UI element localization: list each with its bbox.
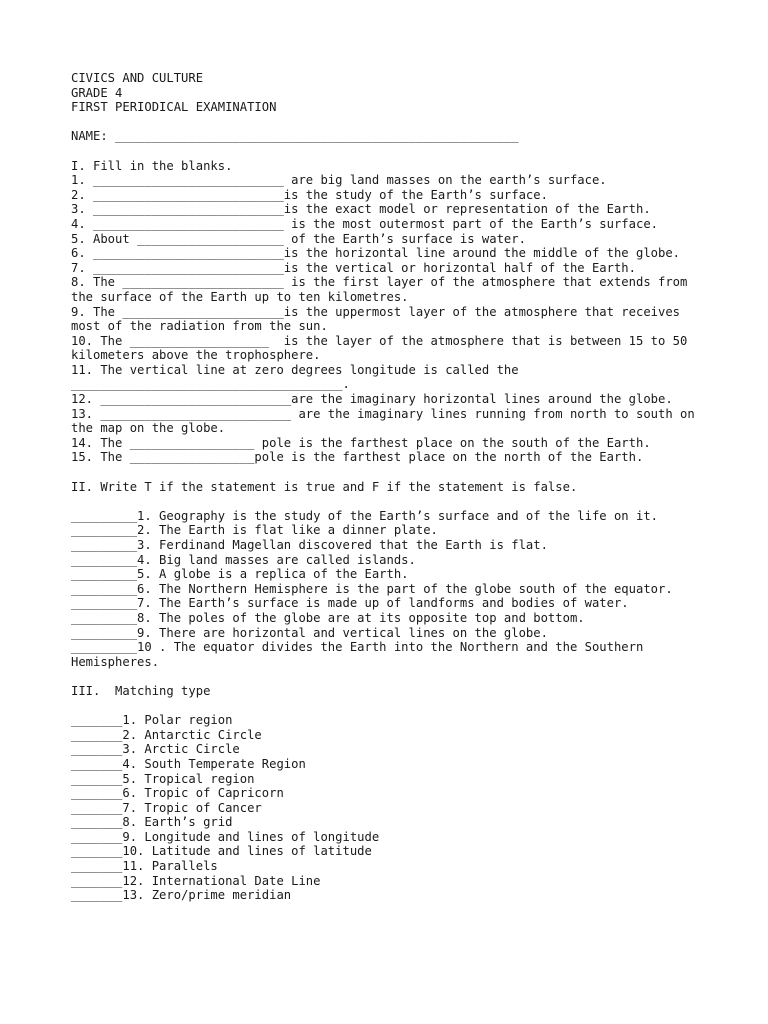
spacer [71, 669, 711, 684]
fill-blank-item[interactable]: 5. About ____________________ of the Earth’s surface is water. [71, 231, 526, 246]
exam-content [71, 71, 711, 903]
subject-title: CIVICS AND CULTURE [71, 71, 204, 85]
fill-blank-item[interactable]: 14. The _________________ pole is the farthest place on the south of the Earth. [71, 435, 651, 450]
spacer [71, 465, 711, 480]
spacer [71, 115, 711, 130]
fill-blank-item[interactable]: 2. __________________________is the study of the Earth’s surface. [71, 187, 548, 202]
matching-item[interactable]: _______5. Tropical region [71, 771, 255, 786]
matching-item[interactable]: _______1. Polar region [71, 713, 233, 728]
matching-item[interactable]: _______11. Parallels [71, 859, 218, 874]
spacer [71, 699, 711, 714]
section-1-title: I. Fill in the blanks. [71, 158, 233, 173]
fill-blank-item[interactable]: 15. The _________________pole is the farthest place on the north of the Earth. [71, 450, 644, 465]
fill-blank-item[interactable]: 12. __________________________are the imaginary horizontal lines around the globe. [71, 392, 673, 407]
matching-item[interactable]: _______7. Tropic of Cancer [71, 800, 262, 815]
matching-item[interactable]: _______10. Latitude and lines of latitude [71, 844, 372, 859]
true-false-item[interactable]: _________8. The poles of the globe are at its opposite top and bottom. [71, 610, 585, 625]
grade-label: GRADE 4 [71, 85, 123, 100]
fill-blank-item[interactable]: 7. __________________________is the vertical or horizontal half of the Earth. [71, 260, 636, 275]
spacer [71, 144, 711, 159]
true-false-item[interactable]: _________9. There are horizontal and vertical lines on the globe. [71, 625, 548, 640]
fill-blank-item[interactable]: 6. __________________________is the horizontal line around the middle of the globe. [71, 246, 681, 261]
matching-item[interactable]: _______13. Zero/prime meridian [71, 888, 292, 903]
true-false-item[interactable]: _________2. The Earth is flat like a dinner plate. [71, 523, 438, 538]
exam-title: FIRST PERIODICAL EXAMINATION [71, 100, 277, 115]
matching-item[interactable]: _______8. Earth’s grid [71, 815, 233, 830]
true-false-item[interactable]: _________6. The Northern Hemisphere is the part of the globe south of the equator. [71, 581, 673, 596]
section-3-items [71, 713, 711, 903]
true-false-item[interactable]: _________10 . The equator divides the Earth into the Northern and the Southern Hemispheres. [71, 640, 651, 669]
fill-blank-item[interactable]: 11. The vertical line at zero degrees longitude is called the _____________________________________. [71, 362, 526, 392]
true-false-item[interactable]: _________4. Big land masses are called islands. [71, 552, 416, 567]
matching-item[interactable]: _______9. Longitude and lines of longitude [71, 829, 380, 844]
name-field[interactable]: NAME: _______________________________________________________ [71, 129, 519, 144]
spacer [71, 494, 711, 509]
section-2-title: II. Write T if the statement is true and F if the statement is false. [71, 479, 578, 494]
true-false-item[interactable]: _________1. Geography is the study of the Earth’s surface and of the life on it. [71, 508, 658, 523]
matching-item[interactable]: _______12. International Date Line [71, 873, 321, 888]
matching-item[interactable]: _______3. Arctic Circle [71, 742, 240, 757]
true-false-item[interactable]: _________3. Ferdinand Magellan discovered that the Earth is flat. [71, 538, 548, 552]
section-2-items [71, 509, 711, 670]
fill-blank-item[interactable]: 3. __________________________is the exact model or representation of the Earth. [71, 202, 651, 217]
section-1-items [71, 173, 711, 465]
fill-blank-item[interactable]: 13. __________________________ are the imaginary lines running from north to south on the map on the globe. [71, 406, 703, 436]
fill-blank-item[interactable]: 9. The ______________________is the uppermost layer of the atmosphere that receives most of the radiation from the sun. [71, 304, 688, 334]
matching-item[interactable]: _______4. South Temperate Region [71, 756, 306, 771]
true-false-item[interactable]: _________5. A globe is a replica of the Earth. [71, 567, 409, 582]
fill-blank-item[interactable]: 10. The ___________________ is the layer of the atmosphere that is between 15 to 50 kilometers above the trophosphere. [71, 333, 695, 363]
fill-blank-item[interactable]: 8. The ______________________ is the first layer of the atmosphere that extends from the surface of the Earth up to ten kilometres. [71, 275, 695, 304]
fill-blank-item[interactable]: 1. __________________________ are big land masses on the earth’s surface. [71, 173, 607, 188]
section-3-title: III. Matching type [71, 683, 211, 698]
true-false-item[interactable]: _________7. The Earth’s surface is made up of landforms and bodies of water. [71, 596, 629, 611]
matching-item[interactable]: _______6. Tropic of Capricorn [71, 786, 284, 801]
matching-item[interactable]: _______2. Antarctic Circle [71, 727, 262, 742]
fill-blank-item[interactable]: 4. __________________________ is the most outermost part of the Earth’s surface. [71, 216, 658, 231]
